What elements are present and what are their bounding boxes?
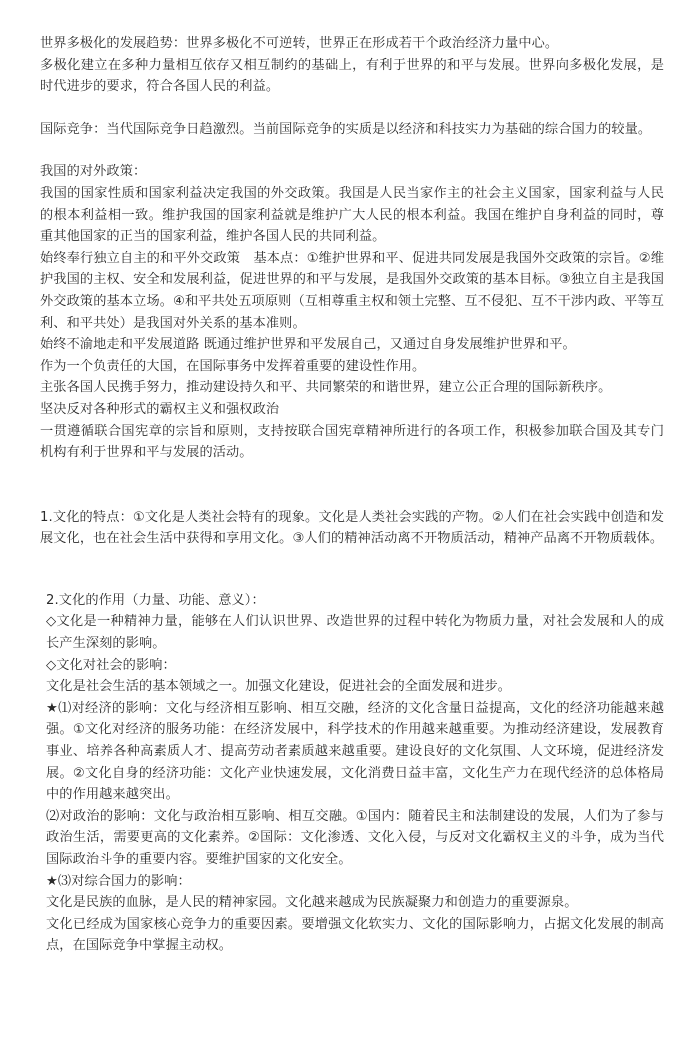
- culture-features-line-1: 1.文化的特点：①文化是人类社会特有的现象。文化是人类社会实践的产物。②人们在社会实践中创造和发展文化，也在社会生活中获得和享用文化。③人们的精神活动离不开物质活动，精神产品离不开物质载体。: [40, 509, 664, 547]
- document-text-body: [40, 33, 664, 957]
- culture-function-line-3: 文化是社会生活的基本领域之一。加强文化建设，促进社会的全面发展和进步。: [46, 679, 512, 695]
- culture-function-heading: 2.文化的作用（力量、功能、意义）：: [46, 592, 265, 608]
- culture-function-line-6: ★⑶对综合国力的影响：: [46, 873, 191, 889]
- section-culture-features: [40, 507, 664, 550]
- section-multipolarization: [40, 33, 664, 98]
- foreign-policy-line-6: 坚决反对各种形式的霸权主义和强权政治: [40, 401, 280, 417]
- foreign-policy-line-4: 作为一个负责任的大国，在国际事务中发挥着重要的建设性作用。: [40, 358, 426, 374]
- culture-function-line-2: ◇文化对社会的影响：: [46, 657, 176, 673]
- culture-function-line-1: ◇文化是一种精神力量，能够在人们认识世界、改造世界的过程中转化为物质力量，对社会发展和人的成长产生深刻的影响。: [46, 614, 664, 652]
- foreign-policy-line-2: 始终奉行独立自主的和平外交政策 基本点：①维护世界和平、促进共同发展是我国外交政策的宗旨。②维护我国的主权、安全和发展利益，促进世界的和平与发展，是我国外交政策的基本目标。③独立自主是我国外交政策的基本立场。④和平共处五项原则（互相尊重主权和领土完整、互不侵犯、互不干涉内政、平等互利、和平共处）是我国对外关系的基本准则。: [40, 250, 664, 331]
- culture-function-line-7: 文化是民族的血脉，是人民的精神家园。文化越来越成为民族凝聚力和创造力的重要源泉。: [46, 895, 578, 911]
- section-culture-function: [40, 590, 664, 957]
- foreign-policy-line-3: 始终不渝地走和平发展道路 既通过维护世界和平发展自己，又通过自身发展维护世界和平。: [40, 337, 576, 353]
- culture-function-line-4: ★⑴对经济的影响：文化与经济相互影响、相互交融，经济的文化含量日益提高，文化的经济功能越来越强。①文化对经济的服务功能：在经济发展中，科学技术的作用越来越重要。为推动经济建设，发展教育事业、培养各种高素质人才、提高劳动者素质越来越重要。建设良好的文化氛围、人文环境，促进经济发展。②文化自身的经济功能：文化产业快速发展，文化消费日益丰富，文化生产力在现代经济的总体格局中的作用越来越突出。: [46, 700, 664, 803]
- culture-function-line-5: ⑵对政治的影响：文化与政治相互影响、相互交融。①国内：随着民主和法制建设的发展，人们为了参与政治生活，需要更高的文化素养。②国际：文化渗透、文化入侵，与反对文化霸权主义的斗争，成为当代国际政治斗争的重要内容。要维护国家的文化安全。: [46, 808, 664, 867]
- culture-function-line-8: 文化已经成为国家核心竞争力的重要因素。要增强文化软实力、文化的国际影响力，占据文化发展的制高点，在国际竞争中掌握主动权。: [46, 916, 664, 954]
- multipolarization-line-2: 多极化建立在多种力量相互依存又相互制约的基础上，有利于世界的和平与发展。世界向多极化发展，是时代进步的要求，符合各国人民的利益。: [40, 57, 664, 95]
- spacer: [40, 550, 664, 590]
- section-foreign-policy: [40, 161, 664, 463]
- multipolarization-line-1: 世界多极化的发展趋势：世界多极化不可逆转，世界正在形成若干个政治经济力量中心。: [40, 36, 559, 51]
- spacer: [40, 98, 664, 119]
- foreign-policy-line-1: 我国的国家性质和国家利益决定我国的外交政策。我国是人民当家作主的社会主义国家，国家利益与人民的根本利益相一致。维护我国的国家利益就是维护广大人民的根本利益。我国在维护自身利益的同时，尊重其他国家的正当的国家利益，维护各国人民的共同利益。: [40, 185, 664, 245]
- international-competition-line-1: 国际竞争：当代国际竞争日趋激烈。当前国际竞争的实质是以经济和科技实力为基础的综合国力的较量。: [40, 121, 652, 137]
- foreign-policy-heading: 我国的对外政策：: [40, 164, 147, 180]
- foreign-policy-line-7: 一贯遵循联合国宪章的宗旨和原则，支持按联合国宪章精神所进行的各项工作，积极参加联合国及其专门机构有利于世界和平与发展的活动。: [40, 423, 664, 461]
- section-international-competition: [40, 119, 664, 141]
- foreign-policy-line-5: 主张各国人民携手努力，推动建设持久和平、共同繁荣的和谐世界，建立公正合理的国际新秩序。: [40, 380, 612, 396]
- spacer: [40, 464, 664, 507]
- spacer: [40, 140, 664, 161]
